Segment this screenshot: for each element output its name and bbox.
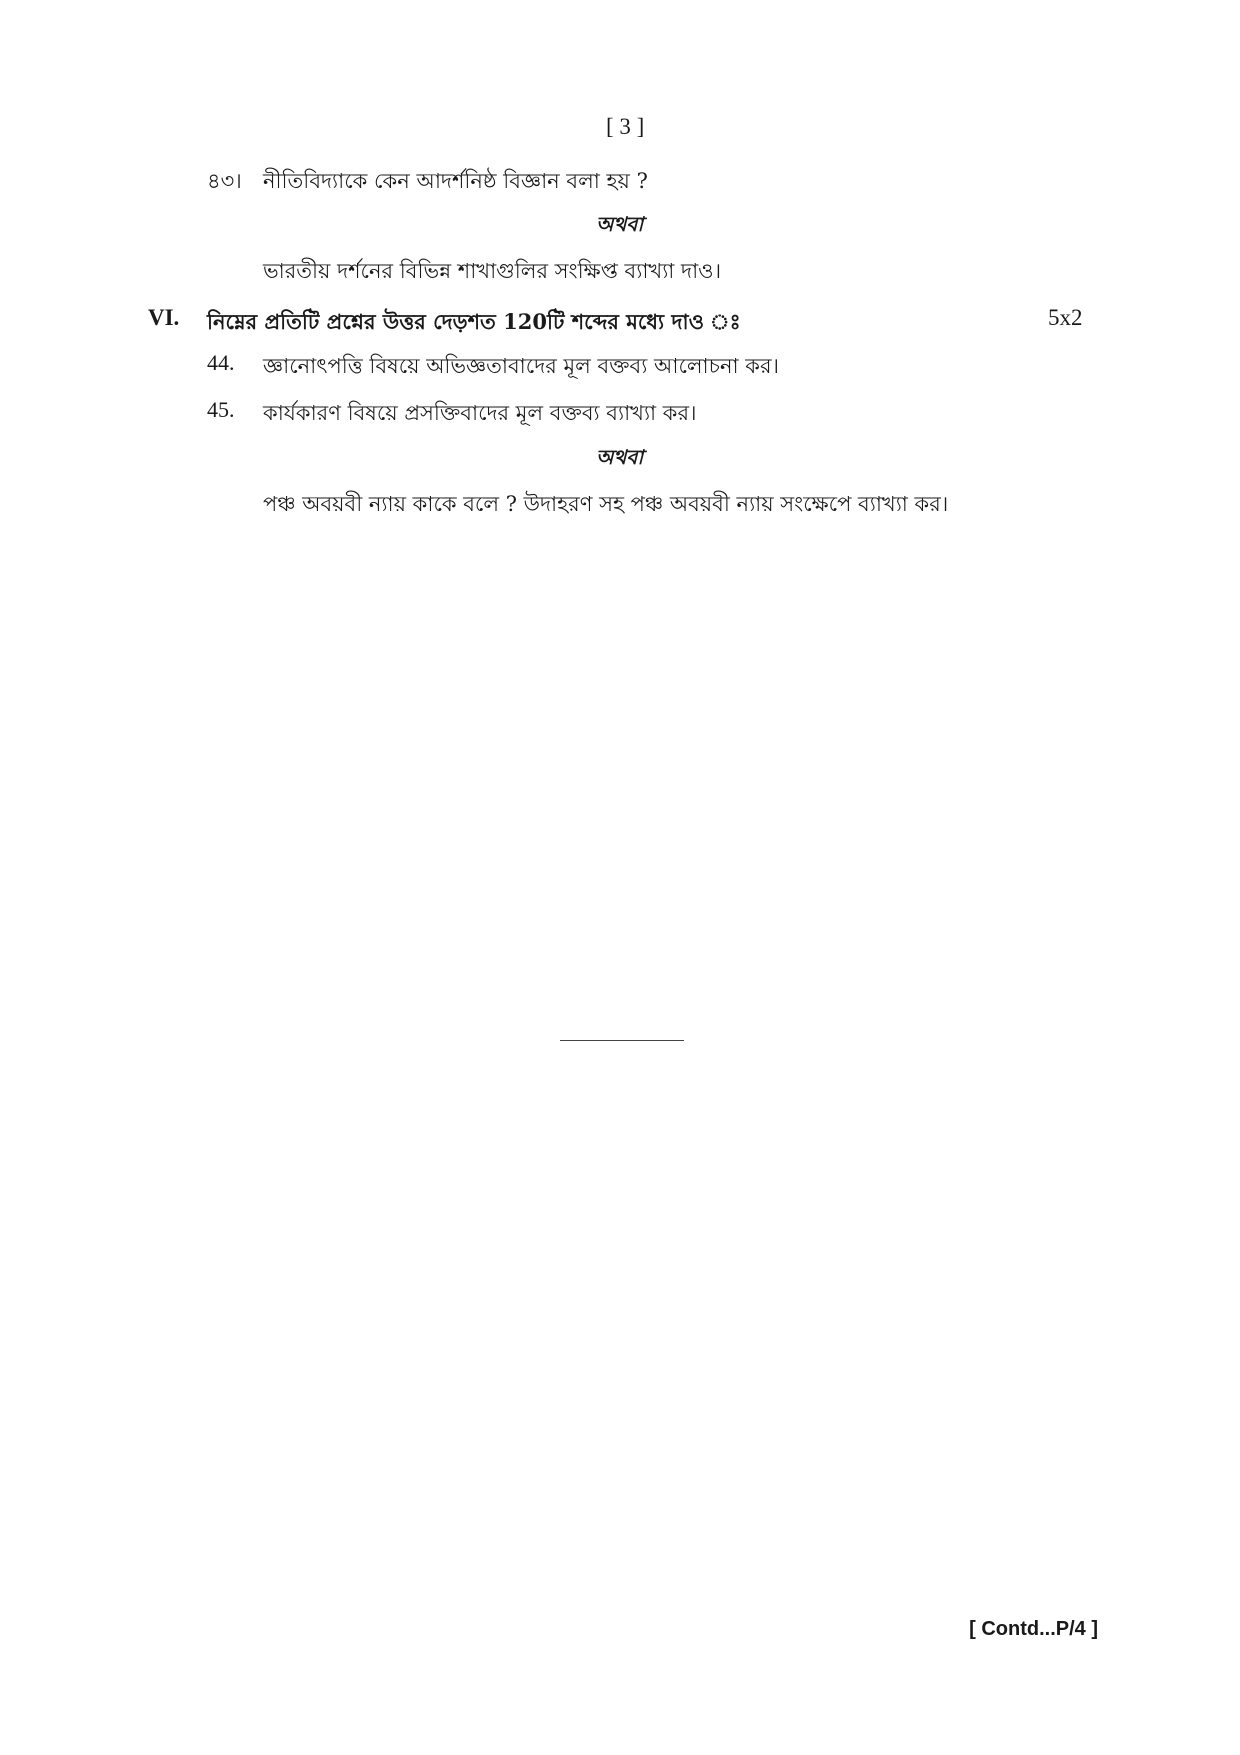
question-44-number: 44. — [207, 350, 235, 375]
question-43-text: নীতিবিদ্যাকে কেন আদর্শনিষ্ঠ বিজ্ঞান বলা হয় ? — [263, 169, 648, 193]
section-vi-marks: 5x2 — [1048, 305, 1083, 330]
question-45-or-label: অথবা — [596, 445, 644, 469]
question-44-text: জ্ঞানোৎপত্তি বিষয়ে অভিজ্ঞতাবাদের মূল বক্তব্য আলোচনা কর। — [263, 354, 780, 378]
question-45-number: 45. — [207, 397, 235, 422]
section-vi-instruction: নিম্নের প্রতিটি প্রশ্নের উত্তর দেড়শত 120টি শব্দের মধ্যে দাও ঃ — [207, 309, 741, 334]
question-45-text: কার্যকারণ বিষয়ে প্রসক্তিবাদের মূল বক্তব্য ব্যাখ্যা কর। — [263, 401, 697, 425]
question-43-or-label: অথবা — [596, 212, 644, 236]
end-divider — [560, 1040, 684, 1041]
question-43-number: ৪৩। — [207, 169, 242, 193]
question-43-alternative: ভারতীয় দর্শনের বিভিন্ন শাখাগুলির সংক্ষিপ্ত ব্যাখ্যা দাও। — [263, 259, 722, 283]
question-45-alternative: পঞ্চ অবয়বী ন্যায় কাকে বলে ? উদাহরণ সহ পঞ্চ অবয়বী ন্যায় সংক্ষেপে ব্যাখ্যা কর। — [263, 492, 949, 516]
section-vi-numeral: VI. — [148, 305, 180, 330]
continued-note: [ Contd...P/4 ] — [969, 1618, 1098, 1640]
page-number: [ 3 ] — [606, 114, 645, 139]
